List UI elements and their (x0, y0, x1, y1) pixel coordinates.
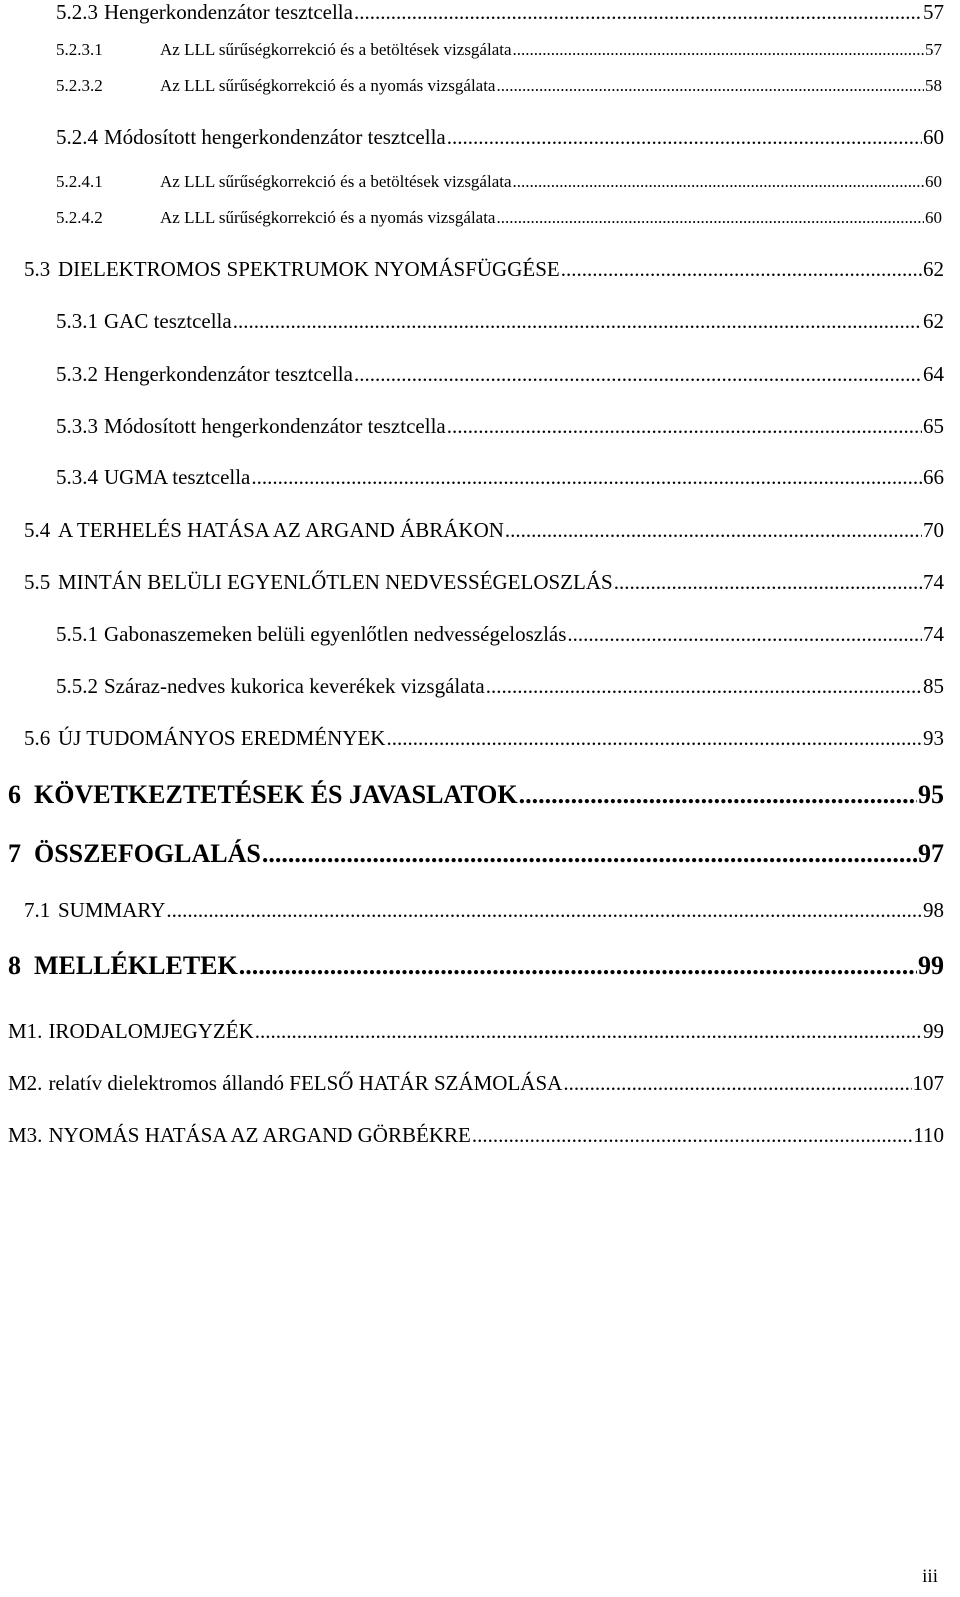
toc-number: 5.2.4.1 (56, 172, 103, 191)
toc-entry-5-5[interactable] (24, 570, 944, 595)
toc-entry-7-1[interactable] (24, 898, 944, 923)
toc-title: SUMMARY (58, 898, 166, 922)
toc-title: ÖSSZEFOGLALÁS (34, 839, 261, 868)
toc-entry-m3[interactable] (8, 1123, 944, 1148)
toc-number: 5.5.1 (56, 622, 98, 646)
toc-page: 57 (923, 0, 944, 24)
toc-number: 5.6 (24, 726, 51, 750)
toc-number: 5.2.4 (56, 125, 98, 149)
toc-title: Száraz-nedves kukorica keverékek vizsgálata (104, 674, 485, 698)
toc-leader (233, 309, 922, 334)
toc-page: 95 (918, 780, 944, 809)
toc-entry-5-5-1[interactable] (56, 622, 944, 647)
toc-title: Módosított hengerkondenzátor tesztcella (104, 414, 446, 438)
toc-title: DIELEKTROMOS SPEKTRUMOK NYOMÁSFÜGGÉSE (58, 257, 560, 281)
toc-page: 64 (923, 362, 944, 386)
toc-number: 5.2.3.1 (56, 40, 103, 59)
toc-leader (614, 570, 922, 595)
toc-leader (513, 40, 924, 60)
toc-page: 60 (923, 125, 944, 149)
toc-title: UGMA tesztcella (104, 465, 251, 489)
toc-title: Az LLL sűrűségkorrekció és a nyomás vizsgálata (160, 76, 496, 95)
toc-page: 99 (918, 951, 944, 980)
toc-entry-5-2-4-1[interactable] (56, 172, 942, 192)
toc-title: Hengerkondenzátor tesztcella (104, 362, 353, 386)
toc-page: 62 (923, 309, 944, 333)
toc-title: MINTÁN BELÜLI EGYENLŐTLEN NEDVESSÉGELOSZLÁS (58, 570, 613, 594)
toc-number: M1. (8, 1019, 43, 1043)
toc-number: 5.5.2 (56, 674, 98, 698)
toc-entry-5-3[interactable] (24, 257, 944, 282)
toc-entry-5-2-4-2[interactable] (56, 208, 942, 228)
toc-number: 5.2.3 (56, 0, 98, 24)
toc-entry-5-6[interactable] (24, 726, 944, 751)
toc-title: Az LLL sűrűségkorrekció és a betöltések vizsgálata (160, 40, 512, 59)
toc-number: 5.3.4 (56, 465, 98, 489)
toc-number: 5.3 (24, 257, 51, 281)
toc-entry-5-5-2[interactable] (56, 674, 944, 699)
toc-entry-5-3-1[interactable] (56, 309, 944, 334)
toc-number: 5.2.3.2 (56, 76, 103, 95)
toc-number: 6 (8, 780, 21, 809)
toc-page: 62 (923, 257, 944, 281)
toc-number: M3. (8, 1123, 43, 1147)
toc-page: 74 (923, 570, 944, 594)
toc-title: MELLÉKLETEK (34, 951, 238, 980)
toc-number: 7 (8, 839, 21, 868)
toc-title: IRODALOMJEGYZÉK (48, 1019, 254, 1043)
toc-entry-8[interactable] (8, 951, 944, 981)
toc-page: 93 (923, 726, 944, 750)
toc-leader (239, 951, 917, 981)
toc-title: Gabonaszemeken belüli egyenlőtlen nedvességeloszlás (104, 622, 567, 646)
toc-title: GAC tesztcella (104, 309, 232, 333)
toc-page: 57 (925, 40, 942, 59)
toc-page: 60 (925, 208, 942, 227)
toc-title: A TERHELÉS HATÁSA AZ ARGAND ÁBRÁKON (58, 518, 504, 542)
toc-leader (505, 518, 922, 543)
toc-title: Az LLL sűrűségkorrekció és a nyomás vizsgálata (160, 208, 496, 227)
toc-leader (255, 1019, 922, 1044)
toc-entry-5-4[interactable] (24, 518, 944, 543)
toc-number: 7.1 (24, 898, 51, 922)
toc-page: 98 (923, 898, 944, 922)
toc-number: M2. (8, 1071, 43, 1095)
toc-entry-6[interactable] (8, 780, 944, 810)
toc-page: 58 (925, 76, 942, 95)
toc-entry-5-3-2[interactable] (56, 362, 944, 387)
toc-leader (447, 414, 922, 439)
toc-entry-m2[interactable] (8, 1071, 944, 1096)
toc-title: Módosított hengerkondenzátor tesztcella (104, 125, 446, 149)
toc-entry-5-2-3-1[interactable] (56, 40, 942, 60)
toc-page: 65 (923, 414, 944, 438)
toc-number: 8 (8, 951, 21, 980)
toc-title: relatív dielektromos állandó FELSŐ HATÁR SZÁMOLÁSA (48, 1071, 563, 1095)
toc-entry-m1[interactable] (8, 1019, 944, 1044)
toc-leader (496, 76, 924, 96)
toc-leader (472, 1123, 912, 1148)
toc-number: 5.5 (24, 570, 51, 594)
toc-leader (354, 0, 922, 25)
toc-number: 5.3.2 (56, 362, 98, 386)
toc-number: 5.2.4.2 (56, 208, 103, 227)
toc-entry-5-2-3-2[interactable] (56, 76, 942, 96)
page-number: iii (922, 1566, 938, 1587)
toc-leader (519, 780, 917, 810)
toc-title: NYOMÁS HATÁSA AZ ARGAND GÖRBÉKRE (48, 1123, 471, 1147)
toc-title: Hengerkondenzátor tesztcella (104, 0, 353, 24)
toc-page: 74 (923, 622, 944, 646)
toc-leader (513, 172, 924, 192)
toc-number: 5.3.3 (56, 414, 98, 438)
toc-leader (447, 125, 922, 150)
toc-page: 85 (923, 674, 944, 698)
toc-page: 70 (923, 518, 944, 542)
toc-number: 5.4 (24, 518, 51, 542)
toc-title: ÚJ TUDOMÁNYOS EREDMÉNYEK (58, 726, 386, 750)
toc-page: 66 (923, 465, 944, 489)
toc-page: 107 (912, 1071, 944, 1095)
toc-page: 110 (913, 1123, 944, 1147)
toc-page: 60 (925, 172, 942, 191)
toc-leader (251, 465, 922, 490)
toc-leader (496, 208, 924, 228)
toc-leader (386, 726, 922, 751)
toc-entry-5-3-4[interactable] (56, 465, 944, 490)
toc-leader (262, 839, 917, 869)
toc-entry-5-3-3[interactable] (56, 414, 944, 439)
toc-leader (563, 1071, 911, 1096)
toc-entry-7[interactable] (8, 839, 944, 869)
toc-leader (166, 898, 922, 923)
toc-page: 99 (923, 1019, 944, 1043)
toc-title: Az LLL sűrűségkorrekció és a betöltések vizsgálata (160, 172, 512, 191)
toc-leader (561, 257, 922, 282)
toc-entry-5-2-4[interactable] (56, 125, 944, 150)
toc-number: 5.3.1 (56, 309, 98, 333)
toc-leader (354, 362, 922, 387)
toc-page: 97 (918, 839, 944, 868)
toc-entry-5-2-3[interactable] (56, 0, 944, 25)
toc-leader (486, 674, 922, 699)
toc-leader (567, 622, 922, 647)
toc-title: KÖVETKEZTETÉSEK ÉS JAVASLATOK (34, 780, 518, 809)
